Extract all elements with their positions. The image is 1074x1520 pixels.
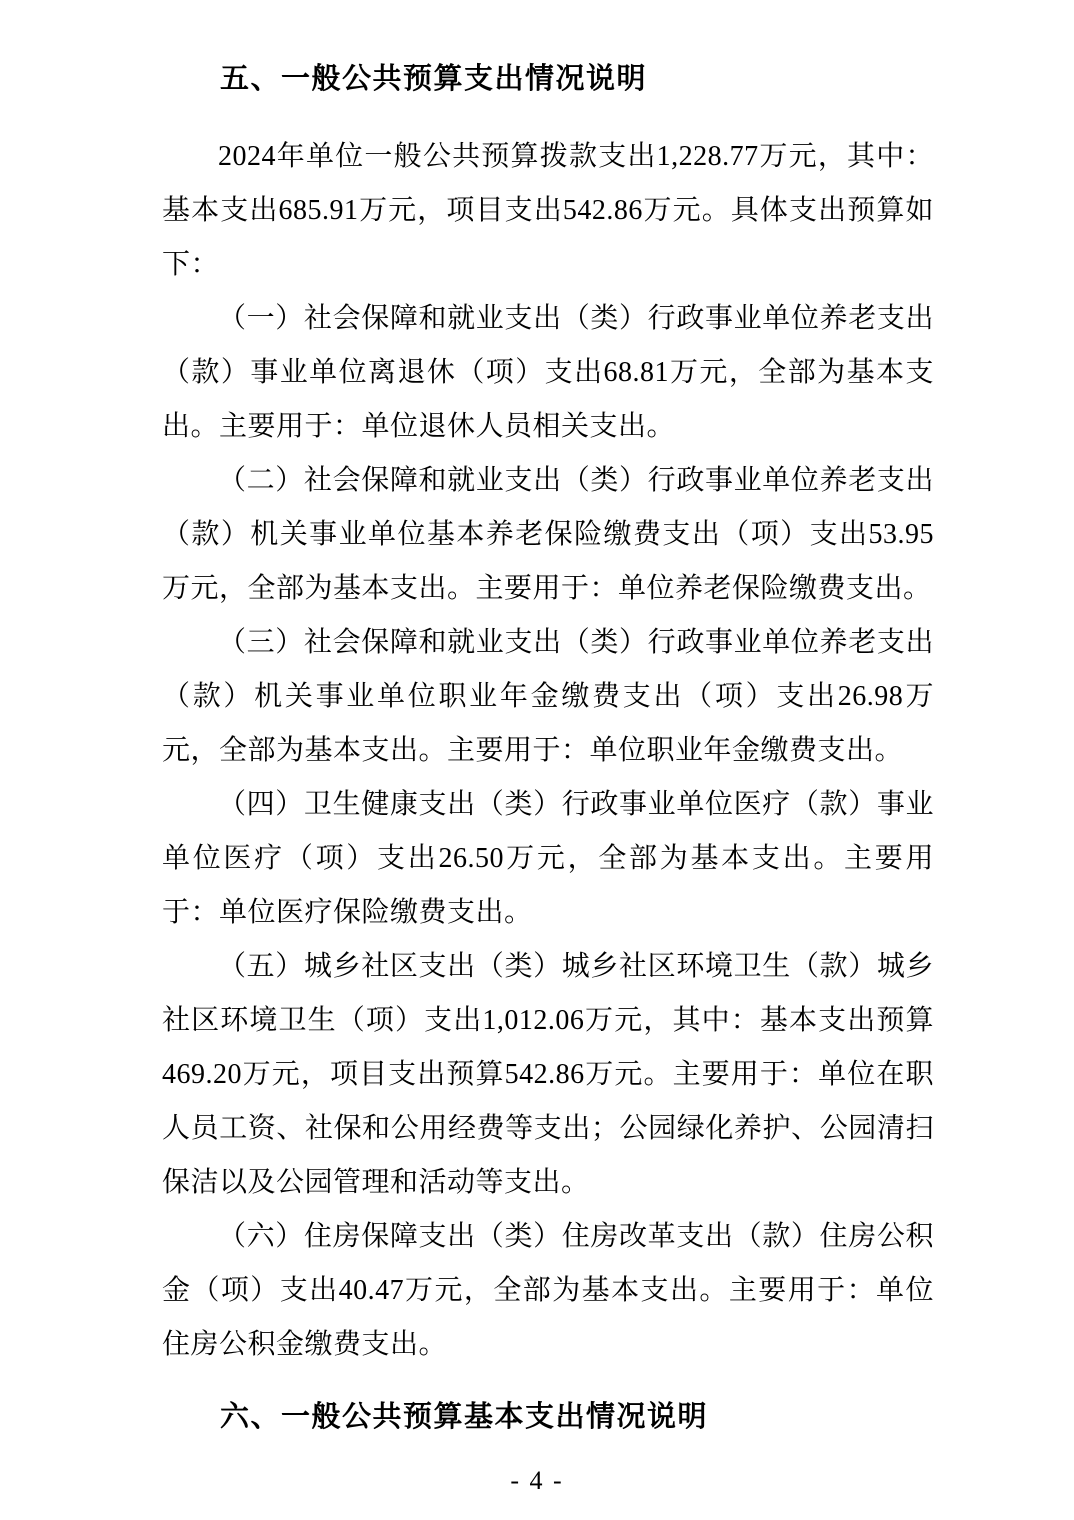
section-5-heading: 五、一般公共预算支出情况说明	[220, 63, 648, 95]
expense-item-3-paragraph: （三）社会保障和就业支出（类）行政事业单位养老支出（款）机关事业单位职业年金缴费支出（项）支出26.98万元，全部为基本支出。主要用于：单位职业年金缴费支出。	[162, 627, 934, 766]
expense-item-4-paragraph: （四）卫生健康支出（类）行政事业单位医疗（款）事业单位医疗（项）支出26.50万元，全部为基本支出。主要用于：单位医疗保险缴费支出。	[162, 789, 934, 928]
expense-item-1-paragraph: （一）社会保障和就业支出（类）行政事业单位养老支出（款）事业单位离退休（项）支出68.81万元，全部为基本支出。主要用于：单位退休人员相关支出。	[162, 303, 934, 442]
section-5-intro-paragraph: 2024年单位一般公共预算拨款支出1,228.77万元，其中：基本支出685.91万元，项目支出542.86万元。具体支出预算如下：	[162, 141, 934, 280]
section-6-heading: 六、一般公共预算基本支出情况说明	[220, 1401, 709, 1433]
expense-item-6-paragraph: （六）住房保障支出（类）住房改革支出（款）住房公积金（项）支出40.47万元，全部为基本支出。主要用于：单位住房公积金缴费支出。	[162, 1221, 934, 1360]
expense-item-5-paragraph: （五）城乡社区支出（类）城乡社区环境卫生（款）城乡社区环境卫生（项）支出1,012.06万元，其中：基本支出预算469.20万元，项目支出预算542.86万元。主要用于：单位在职人员工资、社保和公用经费等支出；公园绿化养护、公园清扫保洁以及公园管理和活动等支出。	[162, 951, 934, 1198]
expense-item-2-paragraph: （二）社会保障和就业支出（类）行政事业单位养老支出（款）机关事业单位基本养老保险缴费支出（项）支出53.95万元，全部为基本支出。主要用于：单位养老保险缴费支出。	[162, 465, 934, 604]
page-number: - 4 -	[510, 1466, 564, 1495]
